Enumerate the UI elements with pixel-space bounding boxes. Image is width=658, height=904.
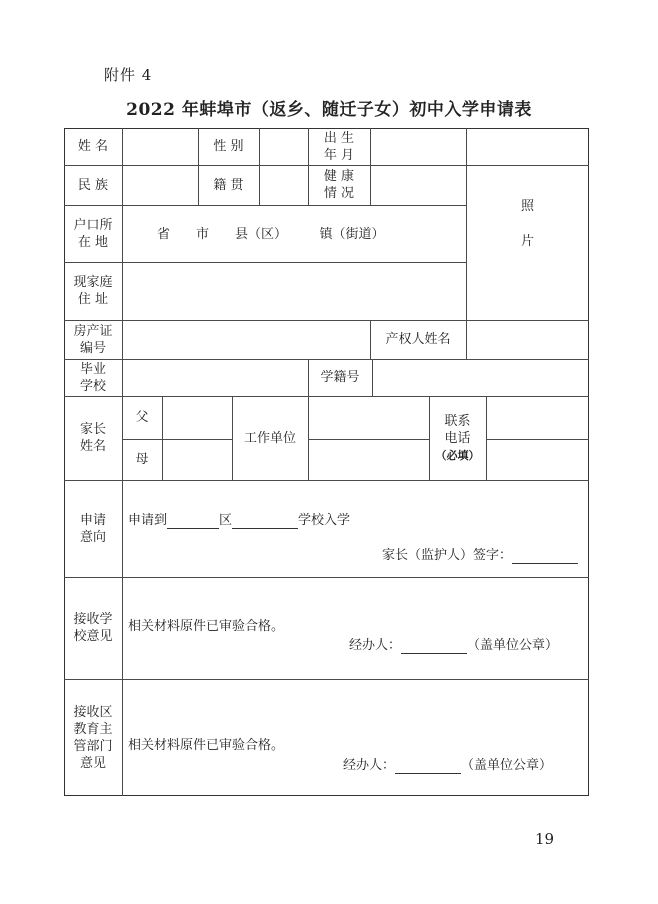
photo-label-line2: 片 xyxy=(520,234,534,249)
district-blank[interactable] xyxy=(167,514,219,529)
divider xyxy=(64,679,589,680)
gender-label: 性 别 xyxy=(213,139,244,154)
mother-phone-field[interactable] xyxy=(487,440,589,480)
photo-box[interactable] xyxy=(466,128,589,320)
application-form-table xyxy=(64,128,589,796)
apply-text-district: 区 xyxy=(219,513,233,528)
owner-name-field[interactable] xyxy=(467,321,589,359)
phone-label xyxy=(429,396,486,480)
photo-label-line1: 照 xyxy=(520,199,534,214)
receiving-school-label-line1: 接收学 xyxy=(73,612,113,627)
student-id-field[interactable] xyxy=(373,360,589,396)
education-dept-handler-label: 经办人： xyxy=(343,758,396,773)
receiving-school-text: 相关材料原件已审验合格。 xyxy=(128,619,285,634)
education-dept-handler-line xyxy=(343,757,552,774)
name-field[interactable] xyxy=(123,129,198,165)
phone-label-line2: 电话 xyxy=(444,430,471,446)
name-label: 姓 名 xyxy=(77,139,109,154)
phone-label-line1: 联系 xyxy=(444,413,471,429)
guardian-signature-line xyxy=(382,547,578,564)
hukou-label-line1: 户口所 xyxy=(73,217,113,233)
mother-work-unit-field[interactable] xyxy=(309,440,429,480)
hukou-field[interactable]: 省 市 县（区） 镇（街道） xyxy=(157,227,385,242)
birth-label-line2: 年 月 xyxy=(323,147,355,163)
divider xyxy=(64,205,466,206)
property-cert-label xyxy=(64,320,122,359)
father-work-unit-field[interactable] xyxy=(309,397,429,439)
page-number: 19 xyxy=(535,830,555,848)
gender-field[interactable] xyxy=(260,129,308,165)
education-dept-label-line4: 意见 xyxy=(79,755,106,771)
receiving-school-handler-blank[interactable] xyxy=(401,639,467,654)
divider xyxy=(64,577,589,578)
birth-field[interactable] xyxy=(371,129,466,165)
native-place-label: 籍 贯 xyxy=(213,177,244,193)
work-unit-label: 工作单位 xyxy=(243,430,296,446)
hukou-label xyxy=(64,205,122,262)
graduate-school-label xyxy=(64,359,122,396)
graduate-school-label-line2: 学校 xyxy=(79,378,106,394)
receiving-school-handler-line xyxy=(349,637,558,654)
student-id-label: 学籍号 xyxy=(320,370,360,385)
education-dept-handler-blank[interactable] xyxy=(395,759,461,774)
birth-label xyxy=(308,128,370,165)
receiving-school-opinion-label xyxy=(64,577,122,679)
apply-text-prefix: 申请到 xyxy=(128,513,168,528)
owner-name-label: 产权人姓名 xyxy=(385,332,451,347)
father-name-field[interactable] xyxy=(163,397,232,439)
parent-name-label xyxy=(64,396,122,480)
property-cert-label-line2: 编号 xyxy=(79,340,106,356)
apply-intent-label-line1: 申请 xyxy=(79,512,106,528)
graduate-school-label-line1: 毕业 xyxy=(79,361,106,377)
birth-label-line1: 出 生 xyxy=(323,130,355,146)
guardian-signature-blank[interactable] xyxy=(512,549,578,564)
apply-intent-label xyxy=(64,480,122,577)
property-cert-label-line1: 房产证 xyxy=(73,323,113,339)
education-dept-text: 相关材料原件已审验合格。 xyxy=(128,738,285,753)
education-dept-label-line3: 管部门 xyxy=(73,738,113,754)
ethnicity-label: 民 族 xyxy=(77,177,109,193)
graduate-school-field[interactable] xyxy=(123,360,308,396)
receiving-school-label-line2: 校意见 xyxy=(73,629,113,644)
hukou-label-line2: 在 地 xyxy=(77,234,109,250)
ethnicity-field[interactable] xyxy=(123,166,198,205)
education-dept-seal-note: （盖单位公章） xyxy=(461,758,553,773)
health-label-line2: 情 况 xyxy=(323,186,355,201)
school-blank[interactable] xyxy=(232,514,298,529)
phone-required-note: （必填） xyxy=(435,448,480,462)
health-field[interactable] xyxy=(371,166,466,205)
apply-intent-label-line2: 意向 xyxy=(79,529,106,545)
health-label-line1: 健 康 xyxy=(323,169,355,184)
address-label xyxy=(64,262,122,320)
apply-intent-line xyxy=(128,512,350,529)
apply-text-suffix: 学校入学 xyxy=(298,513,351,528)
father-phone-field[interactable] xyxy=(487,397,589,439)
education-dept-label-line1: 接收区 xyxy=(73,704,113,720)
health-label xyxy=(308,165,370,205)
divider xyxy=(64,480,589,481)
father-label: 父 xyxy=(135,410,149,425)
receiving-school-seal-note: （盖单位公章） xyxy=(467,638,559,653)
address-label-line2: 住 址 xyxy=(77,292,109,307)
mother-name-field[interactable] xyxy=(163,440,232,480)
guardian-signature-label: 家长（监护人）签字： xyxy=(382,548,513,563)
parent-name-label-line2: 姓名 xyxy=(79,439,106,454)
education-dept-opinion-label xyxy=(64,679,122,796)
receiving-school-handler-label: 经办人： xyxy=(349,638,402,653)
attachment-label: 附件 4 xyxy=(104,66,153,84)
form-title: 2022 年蚌埠市（返乡、随迁子女）初中入学申请表 xyxy=(126,100,532,120)
address-field[interactable] xyxy=(123,263,466,320)
mother-label: 母 xyxy=(135,452,149,467)
parent-name-label-line1: 家长 xyxy=(79,422,106,437)
property-cert-field[interactable] xyxy=(123,321,370,359)
native-place-field[interactable] xyxy=(260,166,308,205)
education-dept-label-line2: 教育主 xyxy=(73,721,113,737)
address-label-line1: 现家庭 xyxy=(73,275,113,290)
